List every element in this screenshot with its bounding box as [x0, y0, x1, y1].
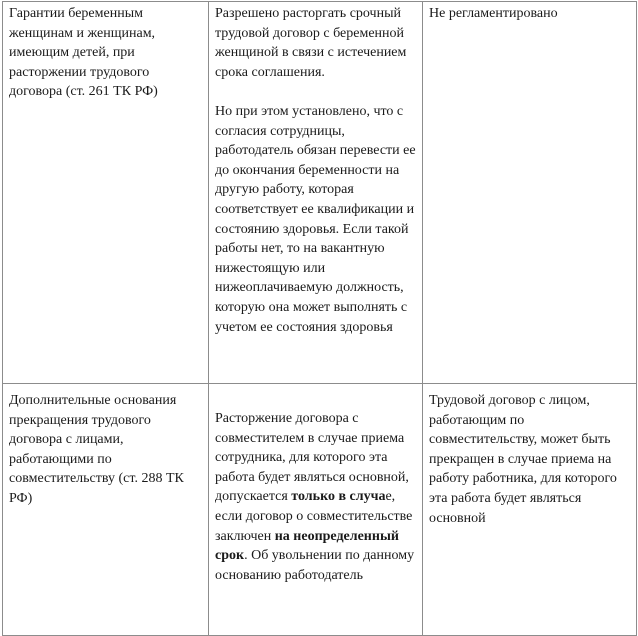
cell-text: Не регламентировано [429, 6, 558, 21]
table-cell-termination-other [423, 384, 637, 636]
comparison-table [2, 1, 637, 636]
paragraph-gap [215, 82, 416, 102]
bold-text: на неопределенный срок [215, 528, 399, 564]
cell-text: Трудовой договор с лицом, работающим по совместительству, может быть прекращен в случае приема на работу работника, для которого эта работа будет являться основной [429, 393, 617, 526]
text-run: е, если договор о совместительстве заключен [215, 489, 413, 544]
cell-text: Гарантии беременным женщинам и женщинам, имеющим детей, при расторжении трудового договора (ст. 261 ТК РФ) [9, 6, 158, 100]
table-cell-guarantee-rule [209, 2, 423, 384]
cell-content [215, 409, 416, 614]
bold-text: только в случа [291, 489, 386, 505]
cell-paragraph [215, 409, 416, 585]
table-row [3, 384, 637, 636]
table-cell-guarantee-other [423, 2, 637, 384]
text-run: . Об увольнении по данному основанию работодатель [215, 548, 415, 583]
cell-text: Дополнительные основания прекращения трудового договора с лицами, работающими по совместительству (ст. 288 ТК РФ) [9, 393, 184, 506]
text-run: Расторжение договора с совместителем в случае приема сотрудника, для которого эта работа будет являться основной, допускается [215, 411, 409, 505]
table-cell-termination-title [3, 384, 209, 636]
table-row [3, 2, 637, 384]
cell-content [215, 4, 416, 381]
table-cell-termination-rule [209, 384, 423, 636]
cell-paragraph-1: Разрешено расторгать срочный трудовой договор с беременной женщиной в связи с истечением срока соглашения. [215, 6, 407, 80]
cell-paragraph-2: Но при этом установлено, что с согласия сотрудницы, работодатель обязан перевести ее до окончания беременности на другую работу, которая соответствует ее квалификации и состоянию здоровья. Если такой работы нет, то на вакантную нижестоящую или нижеоплачиваемую должность, которую она может выполнять с учетом ее состояния здоровья [215, 103, 416, 335]
table-cell-guarantee-title [3, 2, 209, 384]
